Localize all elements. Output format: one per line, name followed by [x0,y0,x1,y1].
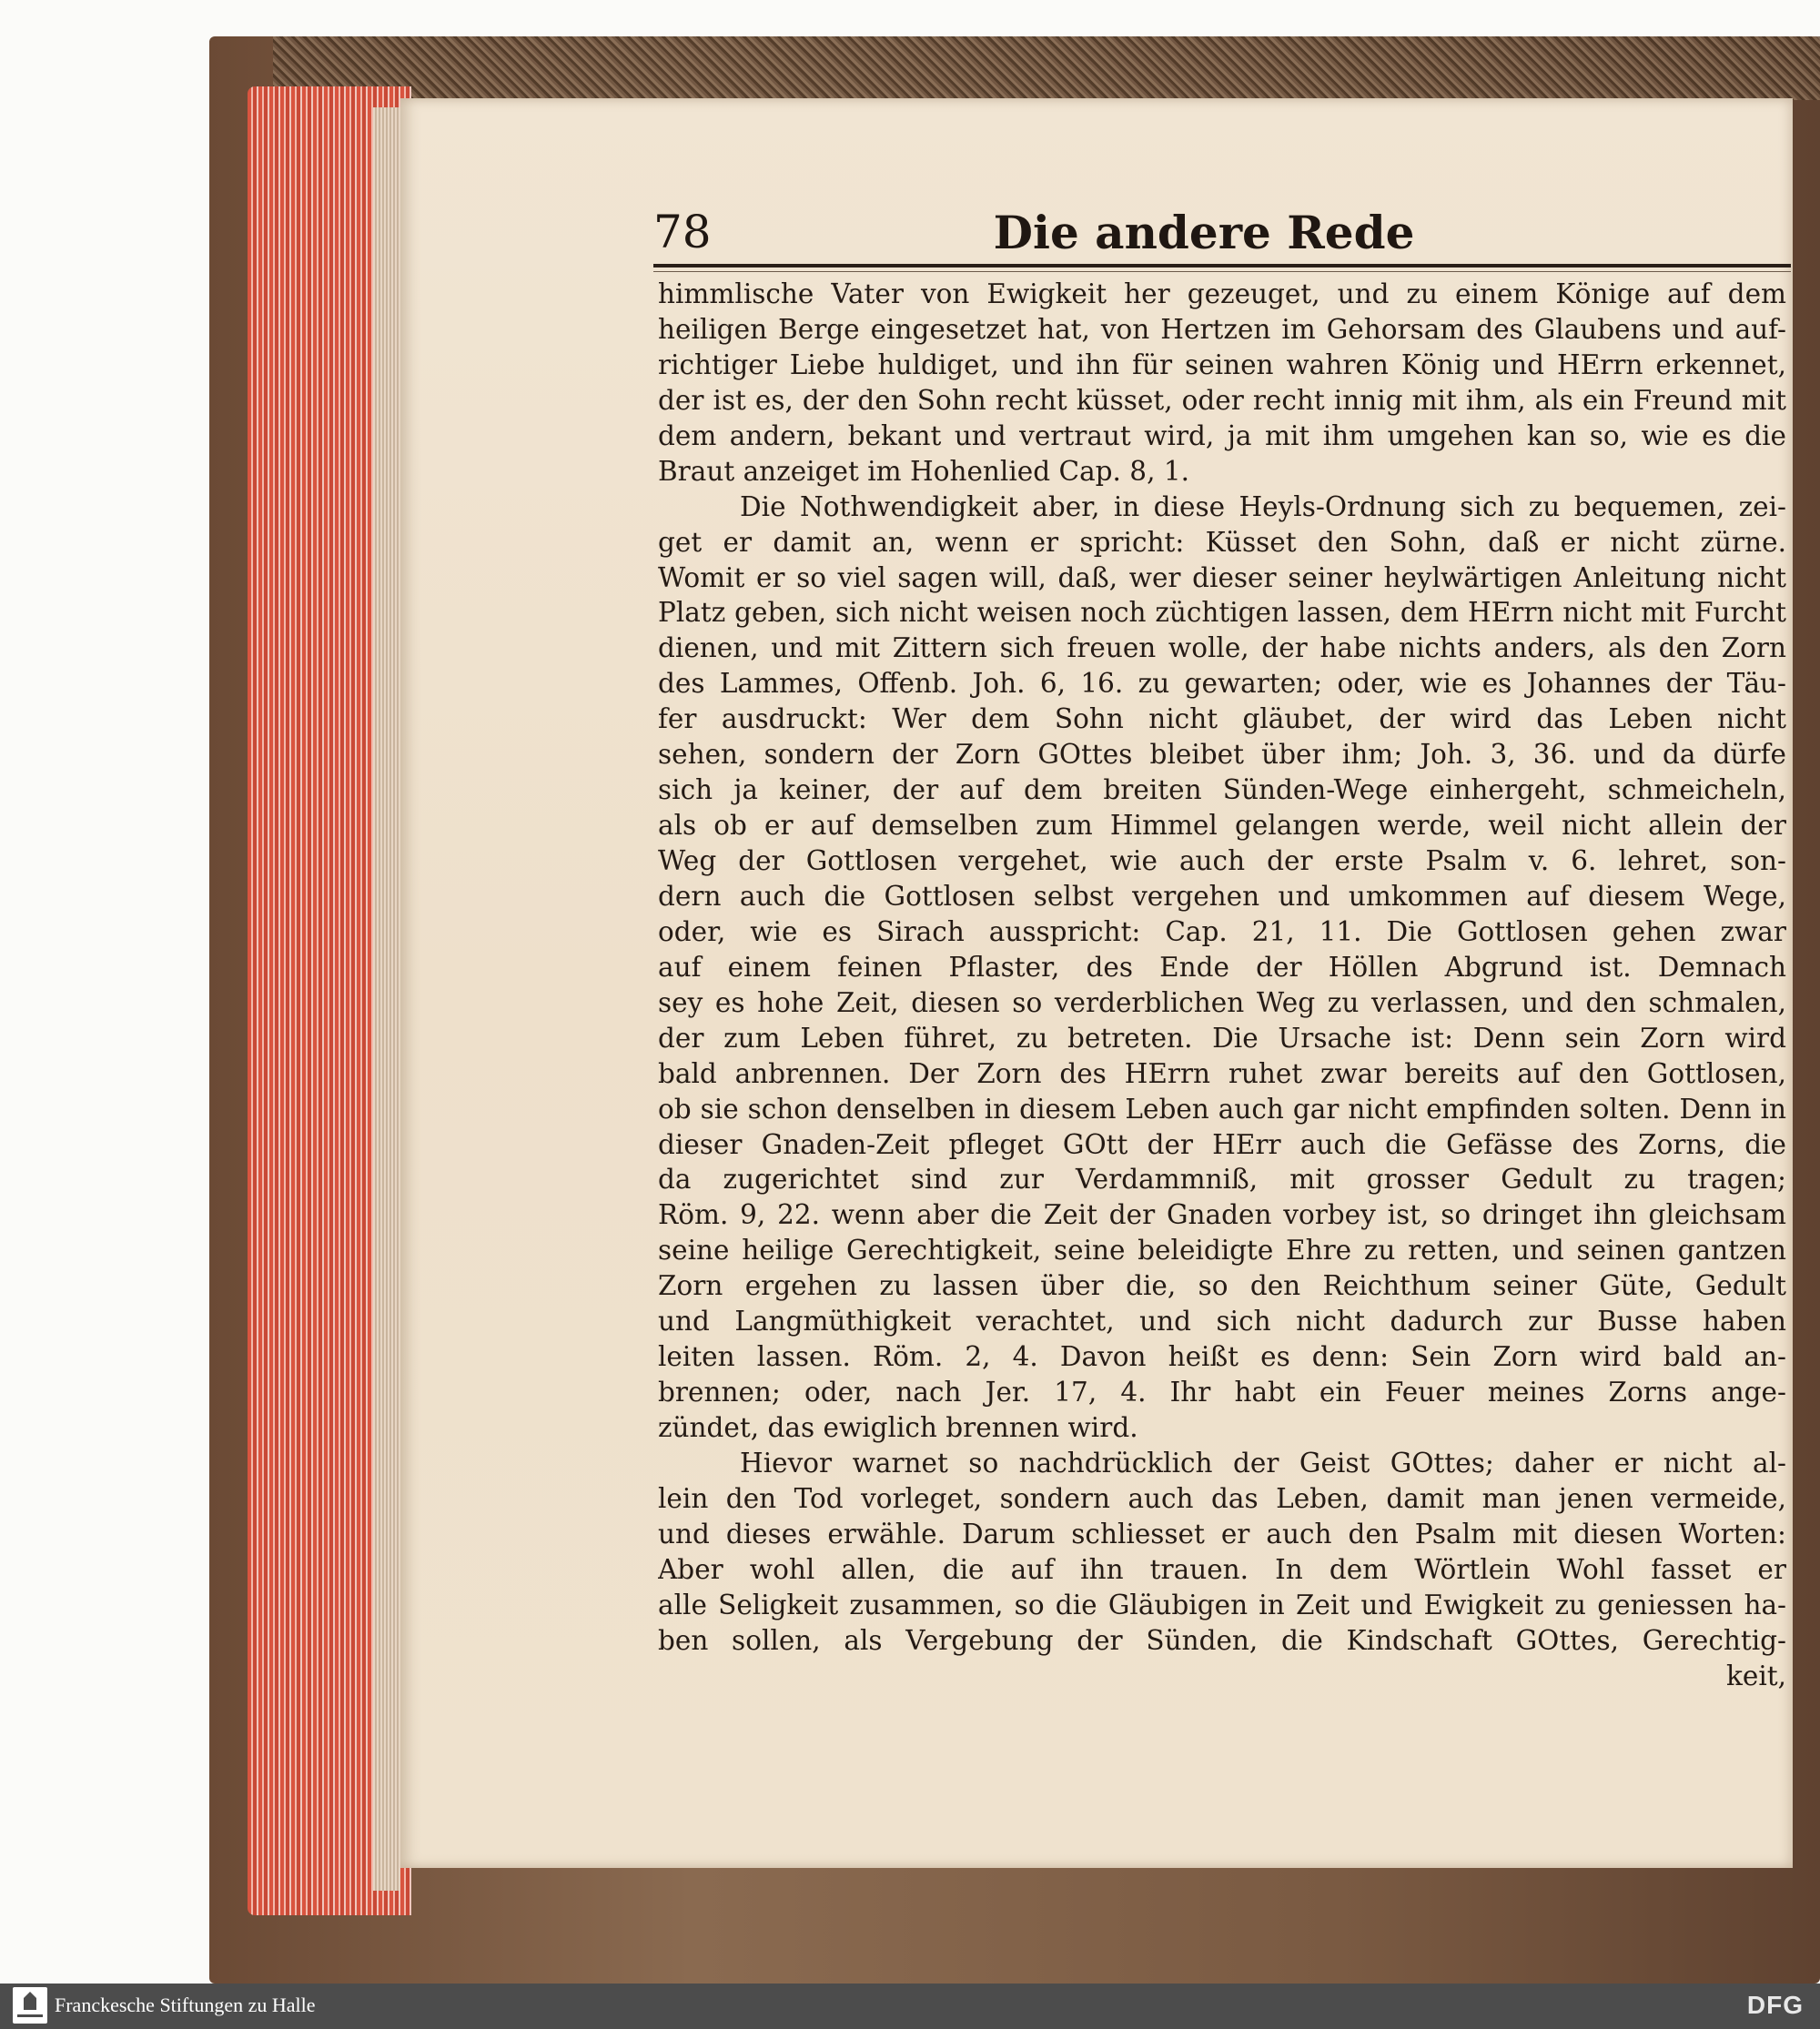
dfg-logo[interactable]: DFG [1746,1991,1804,2019]
text-line: und dieses erwähle. Darum schliesset er auch den Psalm mit diesen Worten: [658,1518,1786,1550]
body-text [658,277,1786,1694]
text-line: sehen, sondern der Zorn GOttes bleibet über ihm; Joh. 3, 36. und da dürfe [658,739,1786,771]
text-line: seine heilige Gerechtigkeit, seine beleidigte Ehre zu retten, und seinen gantzen [658,1235,1786,1267]
text-line: ob sie schon denselben in diesem Leben auch gar nicht empfinden solten. Denn in [658,1093,1786,1125]
text-line: Zorn ergehen zu lassen über die, so den Reichthum seiner Güte, Gedult [658,1270,1786,1302]
text-line: dienen, und mit Zittern sich freuen wolle, der habe nichts anders, als den Zorn [658,632,1786,664]
text-line: sich ja keiner, der auf dem breiten Sünden-Wege einhergeht, schmeicheln, [658,774,1786,806]
text-line: dern auch die Gottlosen selbst vergehen und umkommen auf diesem Wege, [658,880,1786,912]
text-line: der ist es, der den Sohn recht küsset, oder recht innig mit ihm, als ein Freund mit [658,384,1786,416]
text-line: Hievor warnet so nachdrücklich der Geist GOttes; daher er nicht al- [740,1447,1786,1479]
text-line: Platz geben, sich nicht weisen noch züchtigen lassen, dem HErrn nicht mit Furcht [658,597,1786,629]
text-line: ben sollen, als Vergebung der Sünden, die Kindschaft GOttes, Gerechtig- [658,1624,1786,1656]
text-line: dieser Gnaden-Zeit pfleget GOtt der HErr auch die Gefässe des Zorns, die [658,1128,1786,1160]
header-rule-thin [653,271,1791,272]
page-number: 78 [653,206,712,258]
text-line: der zum Leben führet, zu betreten. Die Ursache ist: Denn sein Zorn wird [658,1022,1786,1054]
text-line: fer ausdruckt: Wer dem Sohn nicht gläubet, der wird das Leben nicht [658,703,1786,735]
text-line: brennen; oder, nach Jer. 17, 4. Ihr habt ein Feuer meines Zorns ange- [658,1377,1786,1408]
text-line: richtiger Liebe huldiget, und ihn für seinen wahren König und HErrn erkennet, [658,348,1786,380]
header-rule [653,264,1791,268]
text-line: und Langmüthigkeit verachtet, und sich nicht dadurch zur Busse haben [658,1306,1786,1338]
text-line: da zugerichtet sind zur Verdammniß, mit grosser Gedult zu tragen; [658,1164,1786,1196]
text-line: des Lammes, Offenb. Joh. 6, 16. zu gewarten; oder, wie es Johannes der Täu- [658,668,1786,700]
text-line: alle Seligkeit zusammen, so die Gläubigen in Zeit und Ewigkeit zu geniessen ha- [658,1589,1786,1620]
text-line: Womit er so viel sagen will, daß, wer dieser seiner heylwärtigen Anleitung nicht [658,561,1786,593]
text-line: himmlische Vater von Ewigkeit her gezeuget, und zu einem Könige auf dem [658,278,1786,309]
viewer-footer [0,1984,1820,2029]
text-line: heiligen Berge eingesetzet hat, von Hertzen im Gehorsam des Glaubens und auf- [658,313,1786,345]
text-line: als ob er auf demselben zum Himmel gelangen werde, weil nicht allein der [658,810,1786,842]
text-line: Aber wohl allen, die auf ihn trauen. In dem Wörtlein Wohl fasset er [658,1553,1786,1585]
institution-name[interactable]: Franckesche Stiftungen zu Halle [55,1994,316,2016]
book-cover-marbled-edge [273,36,1820,100]
text-line: oder, wie es Sirach ausspricht: Cap. 21, 11. Die Gottlosen gehen zwar [658,915,1786,947]
catchword: keit, [1725,1660,1786,1691]
text-line: zündet, das ewiglich brennen wird. [658,1412,1138,1443]
text-line: Die Nothwendigkeit aber, in diese Heyls-Ordnung sich zu bequemen, zei- [740,490,1786,522]
text-line: sey es hohe Zeit, diesen so verderblichen Weg zu verlassen, und den schmalen, [658,986,1786,1018]
text-line: Braut anzeiget im Hohenlied Cap. 8, 1. [658,455,1189,487]
text-line: lein den Tod vorleget, sondern auch das Leben, damit man jenen vermeide, [658,1482,1786,1514]
text-line: Röm. 9, 22. wenn aber die Zeit der Gnaden vorbey ist, so dringet ihn gleichsam [658,1199,1786,1231]
institution-logo-icon[interactable] [13,1987,47,2024]
text-line: get er damit an, wenn er spricht: Küsset den Sohn, daß er nicht zürne. [658,526,1786,558]
text-line: bald anbrennen. Der Zorn des HErrn ruhet zwar bereits auf den Gottlosen, [658,1057,1786,1089]
text-line: Weg der Gottlosen vergehet, wie auch der erste Psalm v. 6. lehret, son- [658,845,1786,876]
book-page [400,98,1793,1868]
text-line: auf einem feinen Pflaster, des Ende der Höllen Abgrund ist. Demnach [658,951,1786,983]
page-header [653,206,1782,278]
text-line: leiten lassen. Röm. 2, 4. Davon heißt es denn: Sein Zorn wird bald an- [658,1341,1786,1373]
text-line: dem andern, bekant und vertraut wird, ja mit ihm umgehen kan so, wie es die [658,419,1786,451]
running-title: Die andere Rede [993,206,1415,259]
page-edges-inner [373,107,400,1891]
